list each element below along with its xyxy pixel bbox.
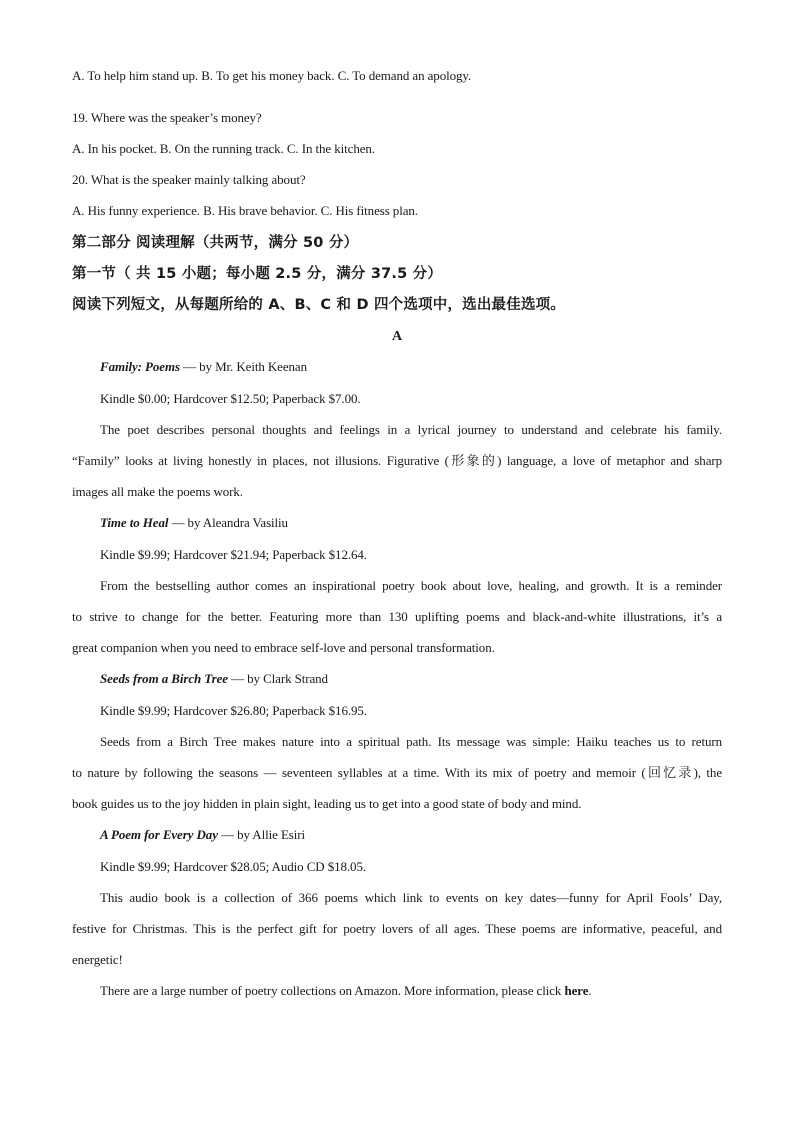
book-4-author: — by Allie Esiri <box>217 827 306 842</box>
q18-options: A. To help him stand up. B. To get his money back. C. To demand an apology. <box>72 68 472 83</box>
book-1-desc-line: “Family” looks at living honestly in places, not illusions. Figurative (形象的) language, a love of metaphor and sharp <box>72 453 722 468</box>
book-3-desc-line: book guides us to the joy hidden in plain sight, leading us to get into a good state of body and mind. <box>72 796 582 811</box>
book-4-prices: Kindle $9.99; Hardcover $28.05; Audio CD $18.05. <box>100 859 367 874</box>
book-3-author: — by Clark Strand <box>227 671 328 686</box>
book-4-desc-line: This audio book is a collection of 366 poems which link to events on key dates—funny for April Fools’ Day, <box>100 890 722 905</box>
book-2-desc-line: great companion when you need to embrace self-love and personal transformation. <box>72 640 495 655</box>
book-1-desc-line: images all make the poems work. <box>72 484 243 499</box>
book-4-title: A Poem for Every Day <box>100 827 218 842</box>
book-4-heading <box>100 825 722 845</box>
book-3-desc-line: Seeds from a Birch Tree makes nature into a spiritual path. Its message was simple: Haiku teaches us to return <box>100 734 722 749</box>
book-2-desc-line: From the bestselling author comes an inspirational poetry book about love, healing, and growth. It is a reminder <box>100 578 722 593</box>
book-2-desc-line: to strive to change for the better. Featuring more than 130 uplifting poems and black-and-white illustrations, it’s a <box>72 609 722 624</box>
passage-label: A <box>391 329 402 344</box>
section1-heading: 第一节（ 共 15 小题；每小题 2.5 分，满分 37.5 分） <box>72 266 443 282</box>
book-1-prices: Kindle $0.00; Hardcover $12.50; Paperback $7.00. <box>100 391 361 406</box>
book-4-desc-line: energetic! <box>72 952 123 967</box>
book-3-heading <box>100 669 722 689</box>
book-3-title: Seeds from a Birch Tree <box>100 671 228 686</box>
book-2-title: Time to Heal <box>100 515 169 530</box>
closing-line <box>100 981 722 1001</box>
book-1-author: — by Mr. Keith Keenan <box>179 359 307 374</box>
book-2-author: — by Aleandra Vasiliu <box>168 515 288 530</box>
q19-options: A. In his pocket. B. On the running track. C. In the kitchen. <box>72 141 375 156</box>
book-2-heading <box>100 513 722 533</box>
here-link[interactable]: here <box>564 983 589 998</box>
q20-question: 20. What is the speaker mainly talking about? <box>72 172 306 187</box>
closing-text: There are a large number of poetry collections on Amazon. More information, please click <box>100 983 565 998</box>
q19-question: 19. Where was the speaker’s money? <box>72 110 262 125</box>
book-2-prices: Kindle $9.99; Hardcover $21.94; Paperback $12.64. <box>100 547 367 562</box>
part2-heading: 第二部分 阅读理解（共两节，满分 50 分） <box>72 235 359 251</box>
book-1-desc-line: The poet describes personal thoughts and feelings in a lyrical journey to understand and celebrate his family. <box>100 422 722 437</box>
book-4-desc-line: festive for Christmas. This is the perfect gift for poetry lovers of all ages. These poems are informative, peaceful, and <box>72 921 722 936</box>
book-1-heading <box>100 357 722 377</box>
book-1-title: Family: Poems <box>100 359 180 374</box>
q20-options: A. His funny experience. B. His brave behavior. C. His fitness plan. <box>72 203 418 218</box>
book-3-prices: Kindle $9.99; Hardcover $26.80; Paperback $16.95. <box>100 703 367 718</box>
closing-period: . <box>588 983 592 998</box>
reading-instruction: 阅读下列短文，从每题所给的 A、B、C 和 D 四个选项中，选出最佳选项。 <box>72 297 566 313</box>
book-3-desc-line: to nature by following the seasons — seventeen syllables at a time. With its mix of poetry and memoir (回忆录), the <box>72 765 722 780</box>
